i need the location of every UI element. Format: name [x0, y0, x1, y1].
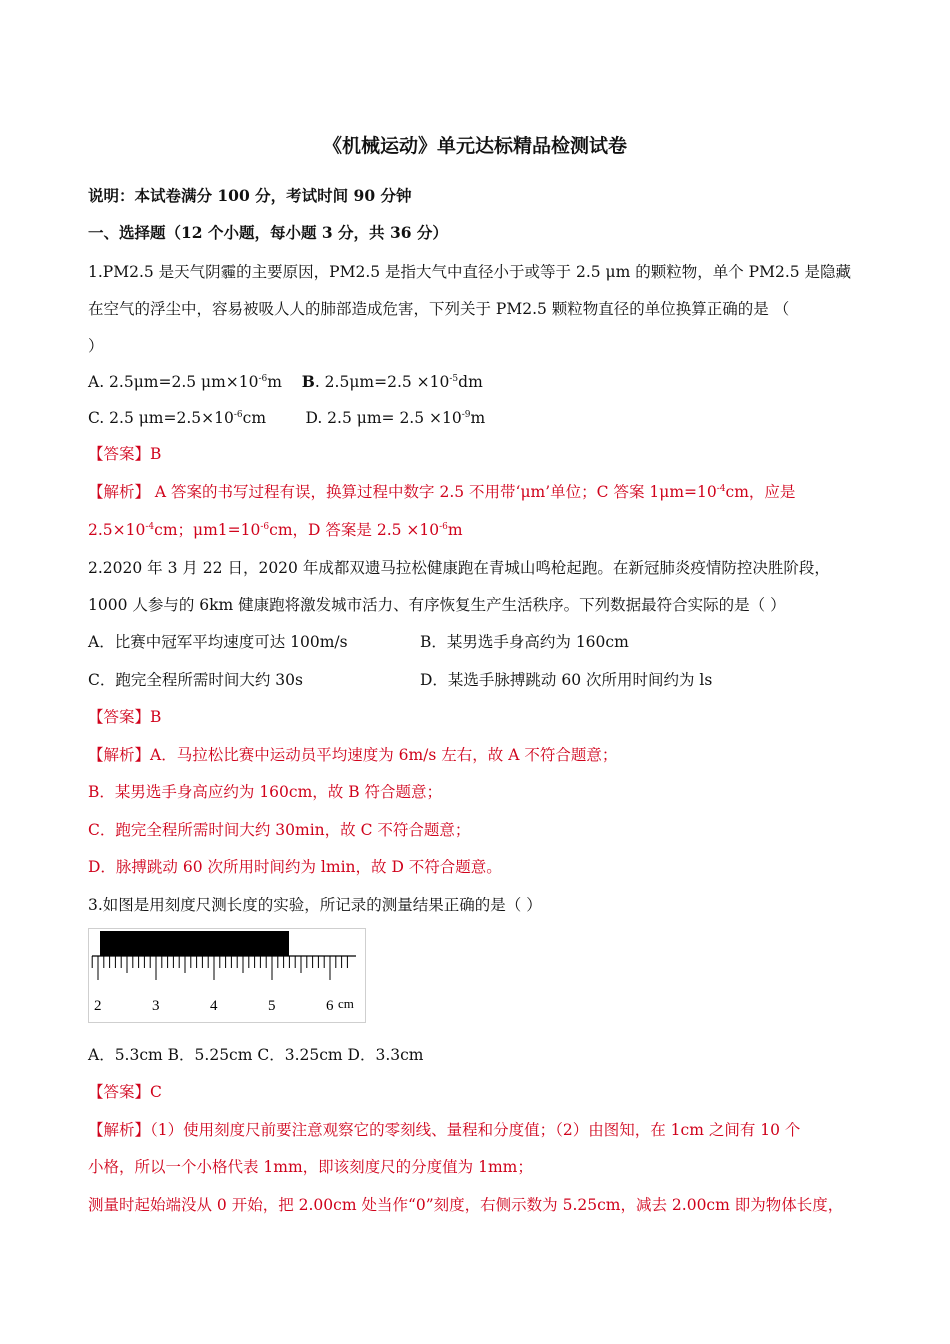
q1-stem-line1: 1.PM2.5 是天气阴霾的主要原因，PM2.5 是指大气中直径小于或等于 2.5 μm 的颗粒物，单个 PM2.5 是隐藏: [88, 263, 852, 281]
q3-explanation-line1: 【解析】（1）使用刻度尺前要注意观察它的零刻线、量程和分度值；（2）由图知，在 1cm 之间有 10 个: [88, 1121, 801, 1139]
q1-answer: 【答案】B: [88, 445, 162, 463]
ruler-label-3: 3: [152, 998, 160, 1014]
ruler-label-4: 4: [210, 998, 218, 1014]
q2-option-a: A．比赛中冠军平均速度可达 100m/s: [88, 633, 348, 651]
page-title: 《机械运动》单元达标精品检测试卷: [322, 135, 627, 157]
q1-stem-line2: 在空气的浮尘中，容易被吸人人的肺部造成危害，下列关于 PM2.5 颗粒物直径的单位换算正确的是 （: [88, 300, 790, 318]
measured-object: [100, 931, 289, 956]
q2-option-d: D．某选手脉搏跳动 60 次所用时间约为 ls: [420, 671, 713, 689]
q1-explanation-line2: $2.5\times 10^{-4}cm$；$\mu m1=10^{-6}cm$，D 答案是 $2.5 \times 10^{-6}m$: [88, 521, 463, 539]
q1-option-a: A. 2.5μm=2.5 $\mu m\times 10^{-6}m$: [88, 373, 282, 391]
q2-explanation-line4: D．脉搏跳动 60 次所用时间约为 lmin，故 D 不符合题意。: [88, 858, 502, 876]
q3-stem: 3.如图是用刻度尺测长度的实验，所记录的测量结果正确的是（ ）: [88, 896, 542, 914]
q1-option-b: B. $2.5\mu m=2.5 \times 10^{-5}dm$: [301, 372, 483, 391]
q2-answer: 【答案】B: [88, 708, 162, 726]
ruler-label-2: 2: [94, 998, 102, 1014]
q2-option-c: C．跑完全程所需时间大约 30s: [88, 671, 303, 689]
q3-explanation-line3: 测量时起始端没从 0 开始，把 2.00cm 处当作“0”刻度，右侧示数为 5.25cm，减去 2.00cm 即为物体长度，: [88, 1196, 844, 1214]
q2-explanation-line2: B．某男选手身高应约为 160cm，故 B 符合题意；: [88, 783, 443, 801]
ruler-label-6: 6: [326, 998, 334, 1014]
ruler-figure: [88, 928, 366, 1023]
q2-stem-line1: 2.2020 年 3 月 22 日，2020 年成都双遗马拉松健康跑在青城山鸣枪起跑。在新冠肺炎疫情防控决胜阶段，: [88, 559, 830, 577]
q1-stem-line3: ）: [88, 337, 104, 355]
ruler-unit: cm: [338, 996, 354, 1011]
q1-option-d: D. 2.5 $\mu m= 2.5 \times 10^{-9}m$: [305, 409, 486, 427]
q3-options: A．5.3cm B．5.25cm C．3.25cm D．3.3cm: [88, 1046, 424, 1064]
q3-answer: 【答案】C: [88, 1083, 162, 1101]
q2-stem-line2: 1000 人参与的 6km 健康跑将激发城市活力、有序恢复生产生活秩序。下列数据最符合实际的是（ ）: [88, 596, 786, 614]
section-heading: 一、选择题（12 个小题，每小题 3 分，共 36 分）: [88, 223, 448, 242]
q1-explanation-line1: 【解析】 A 答案的书写过程有误，换算过程中数字 2.5 不用带‘μm’单位；C 答案 $1\mu m=10^{-4}cm$，应是: [88, 483, 796, 501]
q3-explanation-line2: 小格，所以一个小格代表 1mm，即该刻度尺的分度值为 1mm；: [88, 1158, 533, 1176]
q1-options-ab: [88, 372, 483, 392]
exam-note: 说明：本试卷满分 100 分，考试时间 90 分钟: [88, 186, 412, 205]
q1-option-c: C. 2.5 $\mu m=2.5\times 10^{-6}cm$: [88, 409, 267, 427]
ruler-label-5: 5: [268, 998, 276, 1014]
q2-explanation-line1: 【解析】A．马拉松比赛中运动员平均速度为 6m/s 左右，故 A 不符合题意；: [88, 746, 618, 764]
q2-explanation-line3: C．跑完全程所需时间大约 30min，故 C 不符合题意；: [88, 821, 471, 839]
q2-option-b: B．某男选手身高约为 160cm: [420, 633, 629, 651]
q1-options-cd: [88, 408, 485, 428]
